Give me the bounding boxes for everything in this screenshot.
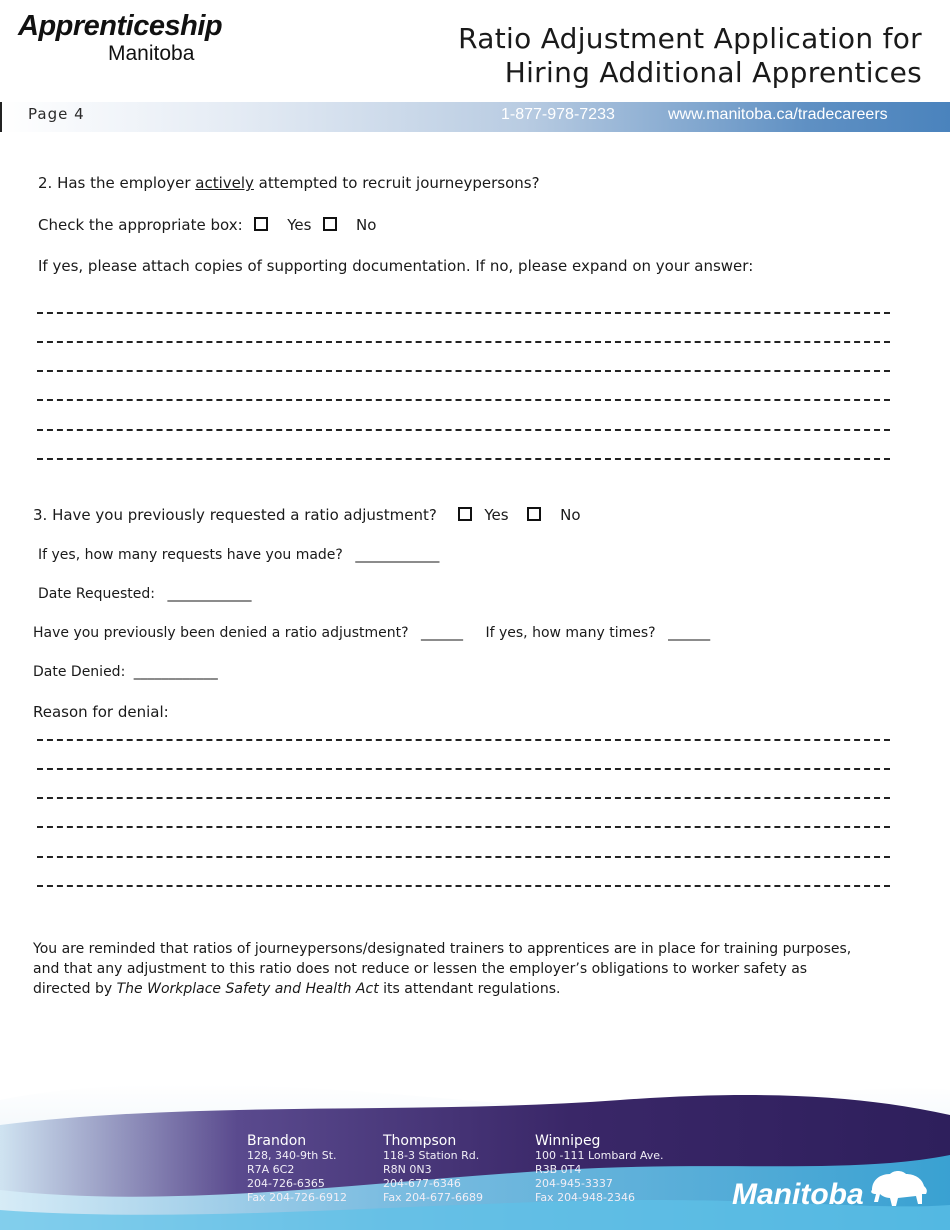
reason-line-5[interactable] <box>37 856 890 858</box>
page-title <box>458 22 922 90</box>
page-number: Page 4 <box>28 105 85 123</box>
q2-yes-label: Yes <box>287 216 312 234</box>
date-denied-row <box>33 664 218 680</box>
question-3: 3. Have you previously requested a ratio adjustment? <box>33 506 437 524</box>
title-line-2: Hiring Additional Apprentices <box>504 56 922 89</box>
reason-line-6[interactable] <box>37 885 890 887</box>
notice-line-1: You are reminded that ratios of journeypersons/designated trainers to apprentices are in place for training purposes, <box>33 941 852 957</box>
question-2 <box>38 174 540 192</box>
reason-line-4[interactable] <box>37 826 890 828</box>
office-phone: 204-677-6346 <box>383 1177 461 1190</box>
q2-answer-line-4[interactable] <box>37 399 890 401</box>
q3-no-label: No <box>560 506 581 524</box>
times-label: If yes, how many times? <box>485 625 656 641</box>
reason-line-2[interactable] <box>37 768 890 770</box>
q3-yes-checkbox[interactable] <box>458 507 472 521</box>
q3-no-checkbox[interactable] <box>527 507 541 521</box>
office-address: 118-3 Station Rd. <box>383 1149 480 1162</box>
q2-no-label: No <box>355 216 377 234</box>
reason-label: Reason for denial: <box>33 703 169 721</box>
office-fax: Fax 204-677-6689 <box>383 1191 483 1204</box>
date-requested-label: Date Requested: <box>38 586 155 602</box>
office-brandon <box>247 1133 347 1205</box>
requests-field[interactable]: ____________ <box>355 547 440 563</box>
q2-instruction: If yes, please attach copies of supporting documentation. If no, please expand on your answer: <box>38 257 754 275</box>
notice-line-2: and that any adjustment to this ratio does not reduce or lessen the employer’s obligations to worker safety as <box>33 961 808 977</box>
apprenticeship-logo-subtitle: Manitoba <box>108 42 195 65</box>
question-2-suffix: attempted to recruit journeypersons? <box>253 174 540 192</box>
q2-answer-line-2[interactable] <box>37 341 890 343</box>
office-city: Winnipeg <box>535 1133 601 1149</box>
notice-line-3-prefix: directed by <box>33 981 117 997</box>
reason-line-1[interactable] <box>37 739 890 741</box>
office-address: 128, 340-9th St. <box>247 1149 337 1162</box>
safety-notice <box>33 939 933 999</box>
notice-line-3-suffix: its attendant regulations. <box>378 981 561 997</box>
office-postal: R7A 6C2 <box>247 1163 295 1176</box>
website-link[interactable]: www.manitoba.ca/tradecareers <box>668 106 888 123</box>
q3-yes-label: Yes <box>484 506 509 524</box>
question-2-prefix: 2. Has the employer <box>38 174 196 192</box>
office-city: Thompson <box>383 1133 457 1149</box>
q2-answer-line-1[interactable] <box>37 312 890 314</box>
date-denied-label: Date Denied: <box>33 664 126 680</box>
q2-answer-line-3[interactable] <box>37 370 890 372</box>
office-city: Brandon <box>247 1133 307 1149</box>
office-postal: R3B 0T4 <box>535 1163 582 1176</box>
office-phone: 204-726-6365 <box>247 1177 325 1190</box>
office-fax: Fax 204-726-6912 <box>247 1191 347 1204</box>
requests-row <box>38 547 439 563</box>
check-label: Check the appropriate box: <box>38 216 243 234</box>
question-2-checkbox-row <box>38 216 376 234</box>
apprenticeship-logo: Apprenticeship <box>18 10 223 42</box>
office-winnipeg <box>535 1133 664 1205</box>
q2-answer-line-6[interactable] <box>37 458 890 460</box>
denied-label: Have you previously been denied a ratio adjustment? <box>33 625 409 641</box>
question-3-row <box>33 506 581 524</box>
date-requested-field[interactable]: ____________ <box>167 586 252 602</box>
office-postal: R8N 0N3 <box>383 1163 432 1176</box>
band-marker <box>0 102 2 132</box>
denied-field[interactable]: ______ <box>421 625 464 641</box>
phone-number: 1-877-978-7233 <box>501 106 615 123</box>
q2-answer-line-5[interactable] <box>37 429 890 431</box>
date-requested-row <box>38 586 251 602</box>
reason-line-3[interactable] <box>37 797 890 799</box>
question-2-emphasis: actively <box>195 174 254 192</box>
office-phone: 204-945-3337 <box>535 1177 613 1190</box>
office-address: 100 -111 Lombard Ave. <box>535 1149 664 1162</box>
date-denied-field[interactable]: ____________ <box>133 664 218 680</box>
manitoba-logo: Manitoba <box>732 1178 864 1211</box>
bison-icon <box>868 1168 930 1210</box>
requests-label: If yes, how many requests have you made? <box>38 547 343 563</box>
q2-yes-checkbox[interactable] <box>254 217 268 231</box>
notice-line-3 <box>33 979 933 999</box>
act-title: The Workplace Safety and Health Act <box>116 981 379 997</box>
denied-row <box>33 625 710 641</box>
times-field[interactable]: ______ <box>668 625 711 641</box>
office-fax: Fax 204-948-2346 <box>535 1191 635 1204</box>
q2-no-checkbox[interactable] <box>323 217 337 231</box>
office-thompson <box>383 1133 483 1205</box>
title-line-1: Ratio Adjustment Application for <box>458 22 922 55</box>
